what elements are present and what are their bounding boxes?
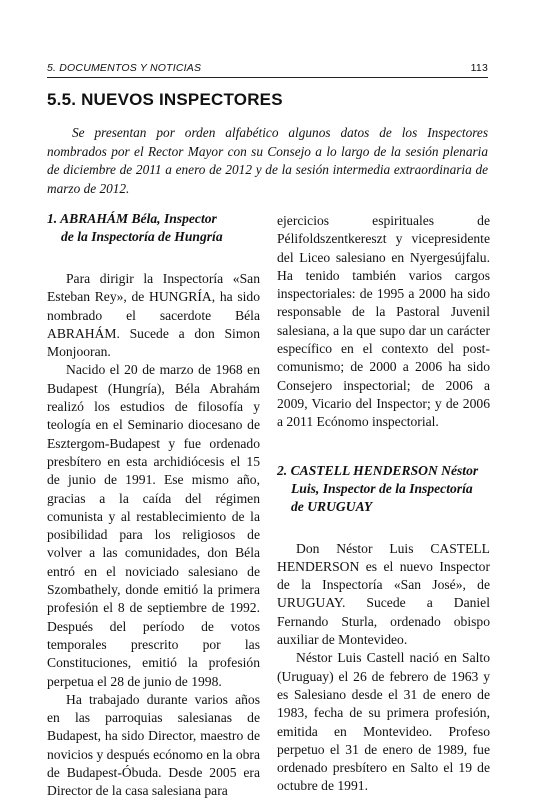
article-1-paragraph: Ha trabajado durante varios años en las parroquias salesianas de Budapest, ha sido Director, maestro de novicios y después ecónomo en la obra de Budapest-Óbuda. Desde 2005 era Director de la casa salesiana para (47, 691, 260, 799)
article-1-heading-line1: 1. ABRAHÁM Béla, Inspector (47, 211, 217, 226)
article-1-heading-line2: de la Inspectoría de Hungría (61, 229, 223, 244)
article-1-paragraph: Nacido el 20 de marzo de 1968 en Budapest (Hungría), Béla Abrahám realizó los estudios de filosofía y teología en el Seminario diocesano de Esztergom-Budapest y fue ordenado presbítero en esta archidiócesis el 15 de junio de 1991. Ese mismo año, gracias a la caída del régimen comunista y al restablecimiento de la posibilidad para los religiosos de volver a las comunidades, don Béla entró en el noviciado salesiano de Szombathely, donde emitió la primera profesión el 8 de septiembre de 1992. Después del período de votos temporales prescrito por las Constituciones, emitió la profesión perpetua el 28 de junio de 1998. (47, 362, 260, 689)
article-2-paragraph: Néstor Luis Castell nació en Salto (Uruguay) el 26 de febrero de 1963 y es Salesiano desde el 31 de enero de 1983, fecha de su primera profesión, emitida en Montevideo. Profeso perpetuo el 31 de enero de 1989, fue ordenado presbítero en Salto el 19 de octubre de 1991. (277, 650, 490, 794)
article-2-heading (277, 462, 490, 516)
right-column (277, 212, 490, 796)
article-1-heading (47, 210, 260, 246)
article-2-heading-line2: Luis, Inspector de la Inspectoría (291, 480, 473, 496)
page-number: 113 (470, 62, 488, 74)
article-2-heading-line3: de URUGUAY (291, 498, 373, 514)
running-title: 5. DOCUMENTOS Y NOTICIAS (47, 62, 202, 74)
running-header (47, 62, 488, 74)
article-1-paragraph-continued: ejercicios espirituales de Pélifoldszentkereszt y vicepresidente del Liceo salesiano en Nyergesújfalu. Ha tenido también varios cargos inspectoriales: de 1995 a 2000 ha sido responsable de la Pastoral Juvenil salesiana, a la que supo dar un carácter específico en el contexto del post-comunismo; de 2000 a 2006 ha sido Consejero inspectorial; de 2006 a 2009, Vicario del Inspector; y de 2006 a 2011 Ecónomo inspectorial. (277, 213, 490, 430)
article-2-paragraph: Don Néstor Luis CASTELL HENDERSON es el nuevo Inspector de la Inspectoría «San José», de URUGUAY. Sucede a Daniel Fernando Sturla, ordenado obispo auxiliar de Montevideo. (277, 540, 490, 648)
section-intro: Se presentan por orden alfabético algunos datos de los Inspectores nombrados por el Rector Mayor con su Consejo a lo largo de la sesión plenaria de diciembre de 2011 a enero de 2012 y de la sesión intermedia extraordinaria de marzo de 2012. (47, 125, 488, 196)
article-1-paragraph: Para dirigir la Inspectoría «San Esteban Rey», de HUNGRÍA, ha sido nombrado el sacerdote Béla ABRAHÁM. Sucede a don Simon Monjooran. (47, 271, 260, 360)
article-2-heading-line1: 2. CASTELL HENDERSON Néstor (277, 462, 479, 478)
left-column (47, 210, 260, 801)
section-title: 5.5. NUEVOS INSPECTORES (47, 90, 283, 109)
header-rule (47, 77, 488, 78)
